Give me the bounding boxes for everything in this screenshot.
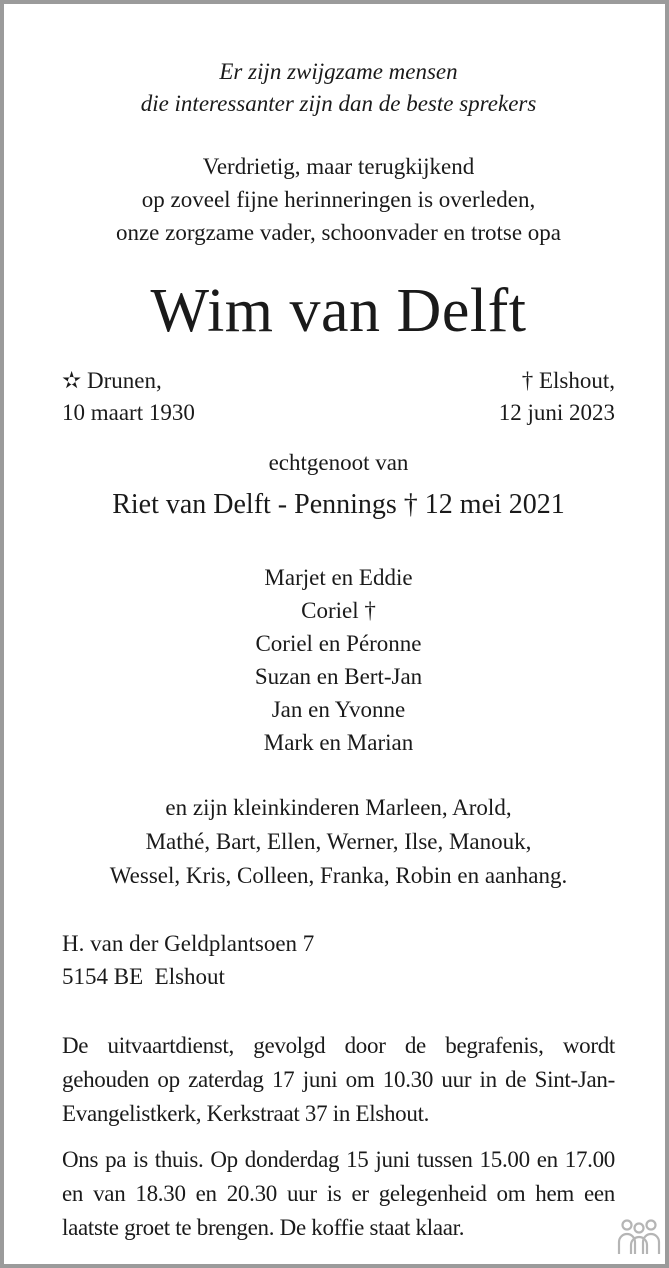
address — [62, 927, 615, 993]
motto — [62, 56, 615, 120]
obituary-content — [62, 56, 615, 1245]
birth-place: ✫ Drunen, — [62, 368, 162, 393]
visitation-text: Ons pa is thuis. Op donderdag 15 juni tussen 15.00 en 17.00 en van 18.30 en 20.30 uur is er gelegenheid om hem een laatste groet te brengen. De koffie staat klaar. — [62, 1147, 615, 1240]
intro-text — [62, 150, 615, 249]
address-street: H. van der Geldplantsoen 7 — [62, 931, 315, 956]
birth-info — [62, 365, 195, 429]
life-dates — [62, 365, 615, 429]
intro-line: onze zorgzame vader, schoonvader en trotse opa — [115, 220, 562, 245]
grandchildren-line: en zijn kleinkinderen Marleen, Arold, — [165, 795, 512, 820]
motto-line: die interessanter zijn dan de beste sprekers — [140, 91, 537, 116]
list-item: Marjet en Eddie — [264, 565, 413, 590]
funeral-service-text: De uitvaartdienst, gevolgd door de begrafenis, wordt gehouden op zaterdag 17 juni om 10.30 uur in de Sint-Jan-Evangelistkerk, Kerkstraat 37 in Elshout. — [62, 1033, 615, 1126]
spouse-label: echtgenoot van — [268, 450, 409, 475]
list-item: Suzan en Bert-Jan — [254, 664, 423, 689]
death-date: 12 juni 2023 — [498, 400, 615, 425]
motto-line: Er zijn zwijgzame mensen — [219, 59, 458, 84]
list-item: Coriel † — [301, 598, 376, 623]
list-item: Mark en Marian — [263, 730, 414, 755]
death-info — [499, 365, 615, 429]
deceased-name: Wim van Delft — [150, 277, 527, 345]
list-item: Coriel en Péronne — [255, 631, 422, 656]
address-postal-city: 5154 BE Elshout — [62, 964, 225, 989]
birth-date: 10 maart 1930 — [62, 400, 195, 425]
grandchildren-line: Wessel, Kris, Colleen, Franka, Robin en aanhang. — [109, 863, 568, 888]
spouse-name: Riet van Delft - Pennings † 12 mei 2021 — [112, 489, 565, 520]
intro-line: Verdrietig, maar terugkijkend — [202, 154, 475, 179]
people-group-icon — [616, 1216, 662, 1256]
intro-line: op zoveel fijne herinneringen is overleden, — [141, 187, 536, 212]
grandchildren-text — [62, 791, 615, 893]
list-item: Jan en Yvonne — [271, 697, 406, 722]
death-place: † Elshout, — [521, 368, 615, 393]
grandchildren-line: Mathé, Bart, Ellen, Werner, Ilse, Manouk, — [145, 829, 532, 854]
children-list — [62, 561, 615, 759]
